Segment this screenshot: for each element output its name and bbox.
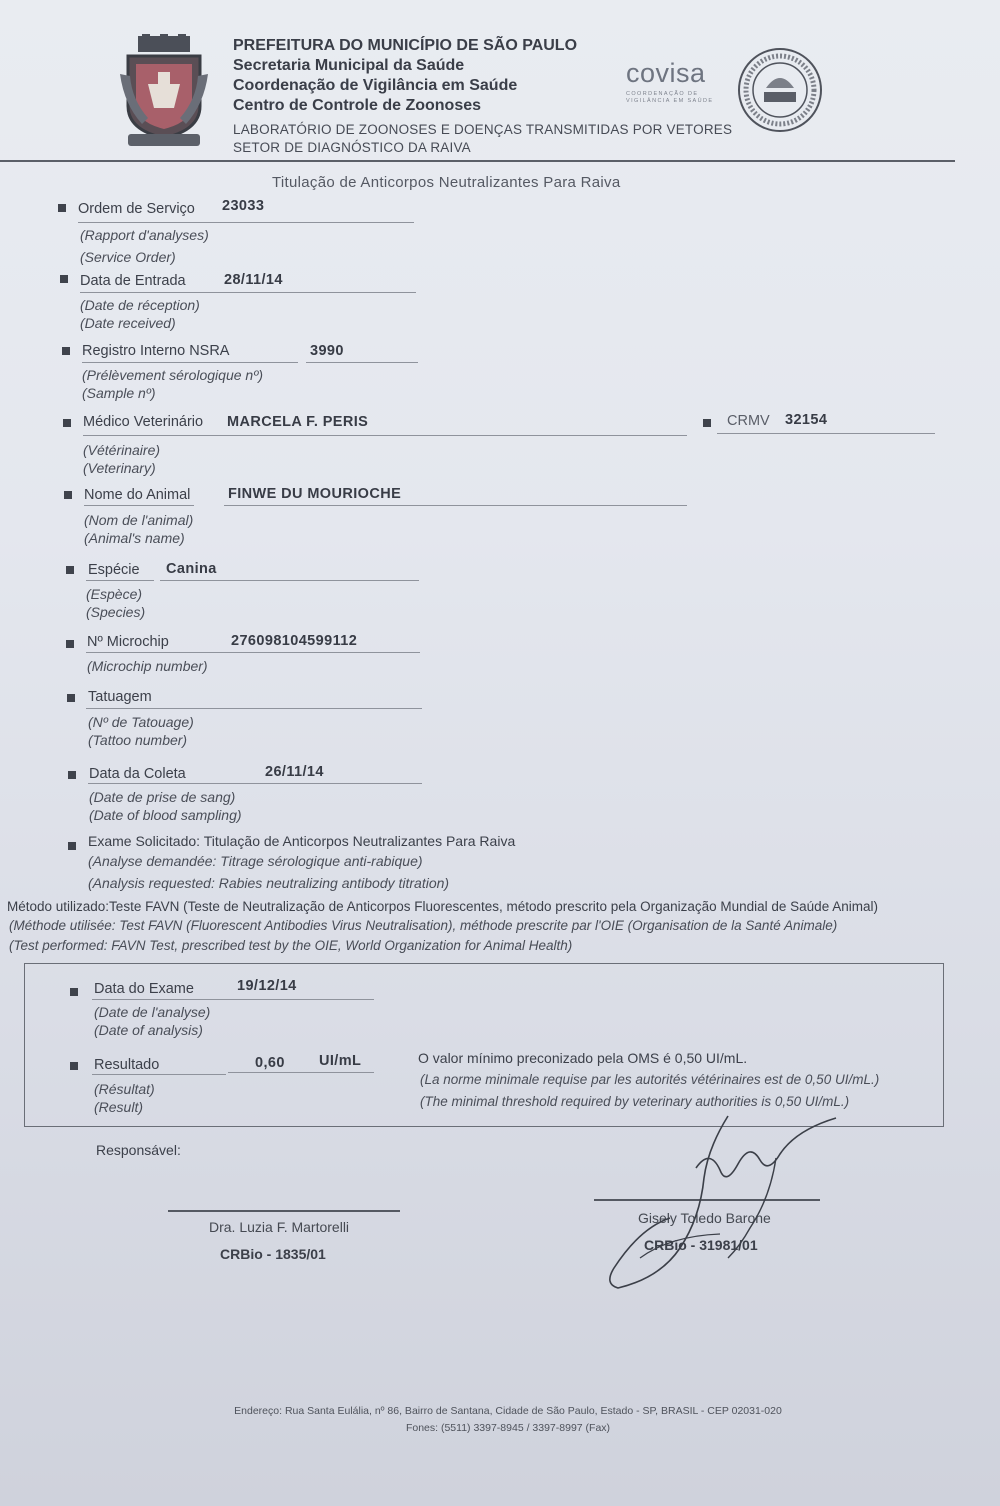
species-underline-2	[160, 580, 419, 581]
covisa-logo-text: covisa	[626, 58, 706, 88]
collection-date-label: Data da Coleta	[89, 766, 186, 782]
result-underline-2	[228, 1072, 374, 1073]
species-value: Canina	[166, 561, 217, 577]
tattoo-en: (Tattoo number)	[88, 732, 188, 748]
veterinarian-fr: (Vétérinaire)	[83, 442, 161, 458]
result-label: Resultado	[94, 1057, 160, 1073]
bullet-icon	[67, 694, 75, 702]
header-prefeitura: PREFEITURA DO MUNICÍPIO DE SÃO PAULO	[233, 37, 578, 54]
animal-name-underline-2	[224, 505, 687, 506]
species-en: (Species)	[86, 604, 146, 620]
result-unit: UI/mL	[319, 1053, 362, 1069]
tattoo-underline	[86, 708, 422, 709]
species-fr: (Espèce)	[86, 586, 143, 602]
entry-date-label: Data de Entrada	[80, 273, 186, 289]
result-underline-1	[92, 1074, 226, 1075]
bullet-icon	[703, 419, 711, 427]
header-coordenacao: Coordenação de Vigilância em Saúde	[233, 77, 518, 94]
collection-date-underline	[88, 783, 422, 784]
bullet-icon	[62, 347, 70, 355]
method-pt: Método utilizado:Teste FAVN (Teste de Neutralização de Anticorpos Fluorescentes, método prescrito pela Organização Mundial de Saúde Animal)	[7, 899, 878, 914]
tattoo-fr: (Nº de Tatouage)	[88, 714, 194, 730]
threshold-pt: O valor mínimo preconizado pela OMS é 0,50 UI/mL.	[418, 1050, 748, 1066]
entry-date-en: (Date received)	[80, 315, 176, 331]
bullet-icon	[58, 204, 66, 212]
registry-underline-1	[82, 362, 298, 363]
microchip-underline	[86, 652, 420, 653]
service-order-fr: (Rapport d'analyses)	[80, 227, 209, 243]
result-value: 0,60	[255, 1055, 285, 1071]
method-en: (Test performed: FAVN Test, prescribed test by the OIE, World Organization for Animal Health)	[9, 938, 573, 953]
microchip-en: (Microchip number)	[87, 658, 208, 674]
bullet-icon	[68, 842, 76, 850]
tattoo-label: Tatuagem	[88, 689, 152, 705]
registry-value: 3990	[310, 343, 344, 359]
veterinarian-underline	[83, 435, 687, 436]
exam-requested-label: Exame Solicitado: Titulação de Anticorpos Neutralizantes Para Raiva	[88, 833, 516, 849]
exam-date-value: 19/12/14	[237, 978, 297, 994]
covisa-logo: covisa COORDENAÇÃO DE VIGILÂNCIA EM SAÚDE	[626, 58, 728, 114]
entry-date-underline	[80, 292, 416, 293]
animal-name-value: FINWE DU MOURIOCHE	[228, 486, 402, 502]
registry-en: (Sample nº)	[82, 385, 156, 401]
service-order-value: 23033	[222, 198, 265, 214]
method-fr: (Méthode utilisée: Test FAVN (Fluorescent Antibodies Virus Neutralisation), méthode prescrite par l'OIE (Organisation de la Santé Animale)	[9, 918, 838, 933]
registry-fr: (Prélèvement sérologique nº)	[82, 367, 263, 383]
animal-name-label: Nome do Animal	[84, 487, 191, 503]
service-order-label: Ordem de Serviço	[78, 201, 195, 217]
rabies-reference-seal-icon	[736, 46, 824, 134]
header-divider	[0, 160, 955, 162]
threshold-en: (The minimal threshold required by veterinary authorities is 0,50 UI/mL.)	[420, 1094, 850, 1109]
threshold-fr: (La norme minimale requise par les autorités vétérinaires est de 0,50 UI/mL.)	[420, 1072, 880, 1087]
crmv-label: CRMV	[727, 413, 770, 429]
left-signer-crbio: CRBio - 1835/01	[220, 1246, 326, 1262]
veterinarian-label: Médico Veterinário	[83, 414, 204, 430]
microchip-label: Nº Microchip	[87, 634, 169, 650]
bullet-icon	[66, 640, 74, 648]
right-signer-name: Gisely Toledo Barone	[638, 1210, 771, 1226]
animal-name-fr: (Nom de l'animal)	[84, 512, 194, 528]
entry-date-fr: (Date de réception)	[80, 297, 200, 313]
animal-name-underline-1	[84, 505, 194, 506]
registry-underline-2	[306, 362, 418, 363]
collection-date-value: 26/11/14	[265, 764, 324, 780]
service-order-underline	[78, 222, 414, 223]
crmv-underline	[717, 433, 935, 434]
exam-date-en: (Date of analysis)	[94, 1022, 203, 1038]
species-label: Espécie	[88, 562, 140, 578]
header-secretaria: Secretaria Municipal da Saúde	[233, 57, 465, 74]
collection-date-en: (Date of blood sampling)	[89, 807, 242, 823]
bullet-icon	[60, 275, 68, 283]
veterinarian-value: MARCELA F. PERIS	[227, 414, 369, 430]
header-laboratorio: LABORATÓRIO DE ZOONOSES E DOENÇAS TRANSMITIDAS POR VETORES	[233, 122, 733, 137]
exam-requested-en: (Analysis requested: Rabies neutralizing antibody titration)	[88, 875, 450, 891]
document-title: Titulação de Anticorpos Neutralizantes Para Raiva	[272, 174, 621, 191]
bullet-icon	[68, 771, 76, 779]
bullet-icon	[64, 491, 72, 499]
registry-label: Registro Interno NSRA	[82, 343, 230, 359]
exam-requested-fr: (Analyse demandée: Titrage sérologique anti-rabique)	[88, 853, 423, 869]
header-centro: Centro de Controle de Zoonoses	[233, 97, 482, 114]
right-signer-crbio: CRBio - 31981/01	[644, 1237, 758, 1253]
footer-address: Endereço: Rua Santa Eulália, nº 86, Bairro de Santana, Cidade de São Paulo, Estado - SP, BRASIL - CEP 02031-020	[234, 1405, 782, 1417]
responsible-label: Responsável:	[96, 1142, 181, 1158]
bullet-icon	[70, 988, 78, 996]
left-signer-name: Dra. Luzia F. Martorelli	[209, 1219, 350, 1235]
exam-date-fr: (Date de l'analyse)	[94, 1004, 211, 1020]
animal-name-en: (Animal's name)	[84, 530, 185, 546]
collection-date-fr: (Date de prise de sang)	[89, 789, 236, 805]
bullet-icon	[66, 566, 74, 574]
footer-phones: Fones: (5511) 3397-8945 / 3397-8997 (Fax)	[405, 1422, 611, 1434]
left-signature-line	[168, 1210, 400, 1212]
crmv-value: 32154	[785, 412, 828, 428]
exam-date-underline	[92, 999, 374, 1000]
service-order-en: (Service Order)	[80, 249, 176, 265]
bullet-icon	[70, 1062, 78, 1070]
header-setor: SETOR DE DIAGNÓSTICO DA RAIVA	[233, 140, 471, 155]
entry-date-value: 28/11/14	[224, 272, 283, 288]
handwritten-signature-icon	[600, 1108, 860, 1298]
result-en: (Result)	[94, 1099, 144, 1115]
veterinarian-en: (Veterinary)	[83, 460, 156, 476]
exam-date-label: Data do Exame	[94, 981, 194, 997]
microchip-value: 276098104599112	[231, 633, 358, 649]
bullet-icon	[63, 419, 71, 427]
result-fr: (Résultat)	[94, 1081, 155, 1097]
coat-of-arms-icon	[118, 34, 210, 152]
species-underline-1	[86, 580, 154, 581]
